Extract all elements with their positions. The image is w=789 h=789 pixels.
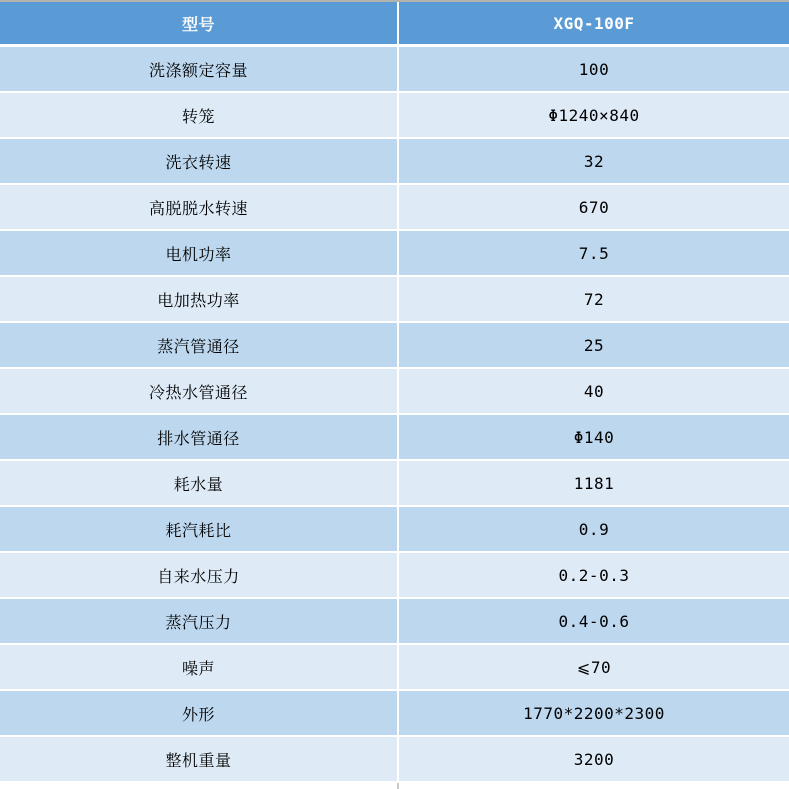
table-row (0, 415, 789, 459)
spec-label: 电加热功率 (0, 277, 397, 321)
spec-label: 耗汽耗比 (0, 507, 397, 551)
header-model-label: 型号 (0, 2, 397, 44)
spec-value: 0.4-0.6 (399, 599, 789, 643)
spec-table (0, 2, 789, 781)
table-row (0, 323, 789, 367)
spec-value: 32 (399, 139, 789, 183)
spec-value: ⩽70 (399, 645, 789, 689)
header-model-value: XGQ-100F (399, 2, 789, 44)
table-row (0, 277, 789, 321)
spec-value: 0.2-0.3 (399, 553, 789, 597)
table-row (0, 599, 789, 643)
column-divider-stub (397, 783, 399, 789)
spec-value: 1770*2200*2300 (399, 691, 789, 735)
spec-label: 蒸汽管通径 (0, 323, 397, 367)
spec-label: 整机重量 (0, 737, 397, 781)
spec-label: 高脱脱水转速 (0, 185, 397, 229)
table-row (0, 47, 789, 91)
bottom-strip (0, 783, 789, 789)
spec-table-body (0, 47, 789, 781)
spec-label: 电机功率 (0, 231, 397, 275)
spec-label: 蒸汽压力 (0, 599, 397, 643)
spec-label: 冷热水管通径 (0, 369, 397, 413)
table-header-row (0, 2, 789, 44)
spec-label: 耗水量 (0, 461, 397, 505)
spec-value: 40 (399, 369, 789, 413)
table-row (0, 139, 789, 183)
spec-label: 洗衣转速 (0, 139, 397, 183)
spec-value: 670 (399, 185, 789, 229)
spec-value: 72 (399, 277, 789, 321)
spec-label: 外形 (0, 691, 397, 735)
spec-value: Φ140 (399, 415, 789, 459)
table-row (0, 369, 789, 413)
table-row (0, 185, 789, 229)
table-row (0, 461, 789, 505)
table-row (0, 231, 789, 275)
table-row (0, 645, 789, 689)
spec-value: 0.9 (399, 507, 789, 551)
spec-label: 洗涤额定容量 (0, 47, 397, 91)
spec-value: 25 (399, 323, 789, 367)
spec-value: 100 (399, 47, 789, 91)
table-row (0, 691, 789, 735)
spec-label: 噪声 (0, 645, 397, 689)
spec-value: 3200 (399, 737, 789, 781)
spec-label: 转笼 (0, 93, 397, 137)
table-row (0, 93, 789, 137)
table-row (0, 553, 789, 597)
table-row (0, 737, 789, 781)
spec-value: 1181 (399, 461, 789, 505)
spec-label: 排水管通径 (0, 415, 397, 459)
spec-value: 7.5 (399, 231, 789, 275)
spec-label: 自来水压力 (0, 553, 397, 597)
table-row (0, 507, 789, 551)
spec-value: Φ1240×840 (399, 93, 789, 137)
